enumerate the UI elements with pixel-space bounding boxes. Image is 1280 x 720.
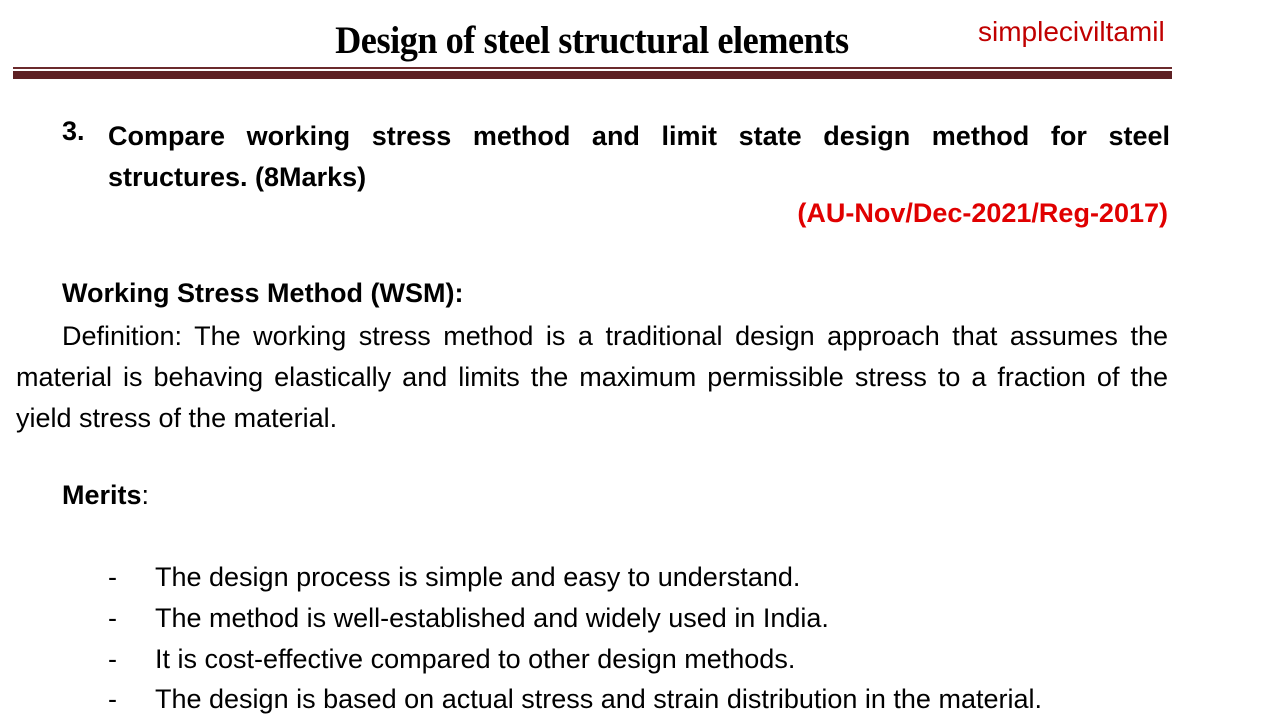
question-number: 3. <box>62 116 85 146</box>
list-item-text: The design process is simple and easy to understand. <box>155 562 801 592</box>
bullet-dash: - <box>108 644 117 674</box>
brand-watermark: simpleciviltamil <box>978 16 1165 47</box>
list-item-text: It is cost-effective compared to other design methods. <box>155 644 796 674</box>
list-item-text: The method is well-established and widely used in India. <box>155 603 829 633</box>
bullet-dash: - <box>108 603 117 633</box>
document-title: Design of steel structural elements <box>335 19 849 62</box>
question-source: (AU-Nov/Dec-2021/Reg-2017) <box>797 198 1168 228</box>
list-item-text: The design is based on actual stress and strain distribution in the material. <box>155 684 1042 714</box>
header-rule-thin <box>13 67 1172 69</box>
section-heading-wsm: Working Stress Method (WSM): <box>62 278 464 308</box>
wsm-definition: Definition: The working stress method is a traditional design approach that assumes the material is behaving elastically and limits the maximum permissible stress to a fraction of the yield stress of the material. <box>16 321 1168 433</box>
merits-heading <box>62 480 149 511</box>
question-text: Compare working stress method and limit state design method for steel structures. (8Marks) <box>108 121 1170 192</box>
merits-colon: : <box>141 480 150 510</box>
bullet-dash: - <box>108 684 117 714</box>
bullet-dash: - <box>108 562 117 592</box>
merits-heading-label: Merits <box>62 480 142 510</box>
header-rule-thick <box>13 71 1172 79</box>
